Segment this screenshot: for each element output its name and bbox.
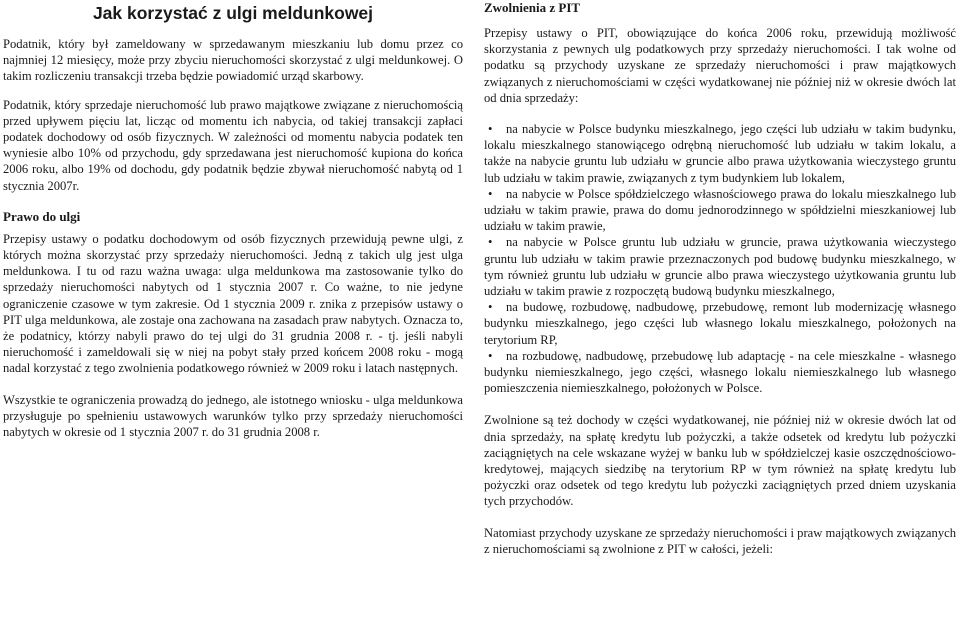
list-item-text: na nabycie w Polsce budynku mieszkalnego, jego części lub udziału w takim budynku, lokalu mieszkalnego stanowiącego odrębną nieruchomość lub udziału w takim lokalu, a także na nabycie gruntu lub udziału w gruncie albo prawa użytkowania wieczystego gruntu lub udziału w takim prawie, związanych z tym budynkiem lub lokalem, — [484, 122, 956, 185]
intro-paragraph: Podatnik, który był zameldowany w sprzedawanym mieszkaniu lub domu przez co najmniej 12 miesięcy, może przy zbyciu nieruchomości skorzystać z ulgi meldunkowej. O takim rozliczeniu transakcji trzeba będzie powiadomić urząd skarbowy. — [3, 37, 463, 84]
intro-paragraph: Przepisy ustawy o PIT, obowiązujące do końca 2006 roku, przewidują możliwość skorzystania z pewnych ulg podatkowych przy sprzedaży nieruchomości. I tak wolne od podatku są przychody uzyskane ze sprzedaży nieruchomości i praw majątkowych związanych z nieruchomościami w części wydatkowanej nie później niż w okresie dwóch lat od dnia sprzedaży: — [484, 26, 956, 105]
body-paragraph: Zwolnione są też dochody w części wydatkowanej, nie później niż w okresie dwóch lat od dnia sprzedaży, na spłatę kredytu lub pożyczki, a także odsetek od kredytu lub pożyczki zaciągniętych na cele wskazane wyżej w banku lub w spółdzielczej kasie oszczędnościowo-kredytowej, mających siedzibę na terytorium RP w tym również na spłatę kredytu lub pożyczki oraz odsetek od tego kredytu lub pożyczki zaciągniętych przed dniem uzyskania tych przychodów. — [484, 413, 956, 509]
bullet-icon: • — [488, 348, 493, 363]
list-item — [484, 186, 956, 235]
section-heading: Prawo do ulgi — [3, 208, 81, 224]
section-title: Zwolnienia z PIT — [484, 0, 581, 15]
list-item — [484, 121, 956, 186]
article-title: Jak korzystać z ulgi meldunkowej — [92, 3, 374, 23]
list-item-text: na nabycie w Polsce gruntu lub udziału w gruncie, prawa użytkowania wieczystego gruntu lub udziału w takim prawie przeznaczonych pod budowę budynku mieszkalnego, w tym również gruntu lub udziału w gruncie albo prawa wieczystego użytkowania gruntu lub udziału w takim prawie z rozpoczętą budową budynku mieszkalnego, — [484, 235, 956, 299]
list-item-text: na rozbudowę, nadbudowę, przebudowę lub adaptację - na cele mieszkalne - własnego budynku niemieszkalnego, jego części, własnego lokalu niemieszkalnego lub własnego pomieszczenia niemieszkalnego, położonych w Polsce. — [484, 348, 956, 396]
body-paragraph: Przepisy ustawy o podatku dochodowym od osób fizycznych przewidują pewne ulgi, z których można skorzystać przy sprzedaży nieruchomości. Jedną z takich ulg jest ulga meldunkowa. I tu od razu ważna uwaga: ulga meldunkowa ma zastosowanie tylko do sprzedaży nieruchomości nabytych od 1 stycznia 2007 r. Co ważne, to nie jedyne ograniczenie czasowe w tym zakresie. Od 1 stycznia 2009 r. znika z przepisów ustawy o PIT ulga meldunkowa, ale zostaje ona zachowana na zasadach praw nabytych. Oznacza to, że podatnicy, którzy nabyli prawo do tej ulgi do 31 grudnia 2008 r. - tj. jeśli nabyli nieruchomość i zameldowali się w niej na pobyt stały przed końcem 2008 roku - mogą nadal korzystać z tego zwolnienia podatkowego również w 2009 roku i latach następnych. — [3, 231, 463, 376]
left-column — [3, 0, 463, 440]
body-paragraph: Wszystkie te ograniczenia prowadzą do jednego, ale istotnego wniosku - ulga meldunkowa przysługuje po spełnieniu ustawowych warunków tylko przy sprzedaży nieruchomości nabytych w okresie od 1 stycznia 2007 r. do 31 grudnia 2008 r. — [3, 392, 463, 440]
bullet-icon: • — [488, 122, 493, 137]
list-item — [484, 299, 956, 348]
body-paragraph: Podatnik, który sprzedaje nieruchomość lub prawo majątkowe związane z nieruchomością przed upływem pięciu lat, licząc od momentu ich nabycia, od takiej transakcji zapłaci podatek dochodowy od osób fizycznych. W zależności od momentu nabycia podatek ten wyniesie albo 10% od przychodu, gdy sprzedawana jest nieruchomość kupiona do końca 2006 roku, albo 19% od dochodu, gdy podatnik będzie zbywał nieruchomość nabytą od 1 stycznia 2007r. — [3, 97, 463, 193]
body-paragraph: Natomiast przychody uzyskane ze sprzedaży nieruchomości i praw majątkowych związanych z nieruchomościami są zwolnione z PIT w całości, jeżeli: — [484, 525, 956, 556]
bullet-icon: • — [488, 300, 493, 315]
right-column — [484, 0, 956, 557]
list-item-text: na budowę, rozbudowę, nadbudowę, przebudowę, remont lub modernizację własnego budynku mieszkalnego, jego części lub własnego lokalu mieszkalnego, położonych na terytorium RP, — [484, 300, 956, 347]
exemption-list — [484, 121, 956, 396]
list-item-text: na nabycie w Polsce spółdzielczego własnościowego prawa do lokalu mieszkalnego lub udziału w takim prawie, prawa do domu jednorodzinnego w spółdzielni mieszkaniowej lub udziału w takim prawie, — [484, 186, 956, 234]
bullet-icon: • — [488, 186, 493, 201]
list-item — [484, 348, 956, 397]
bullet-icon: • — [488, 235, 493, 250]
list-item — [484, 234, 956, 299]
